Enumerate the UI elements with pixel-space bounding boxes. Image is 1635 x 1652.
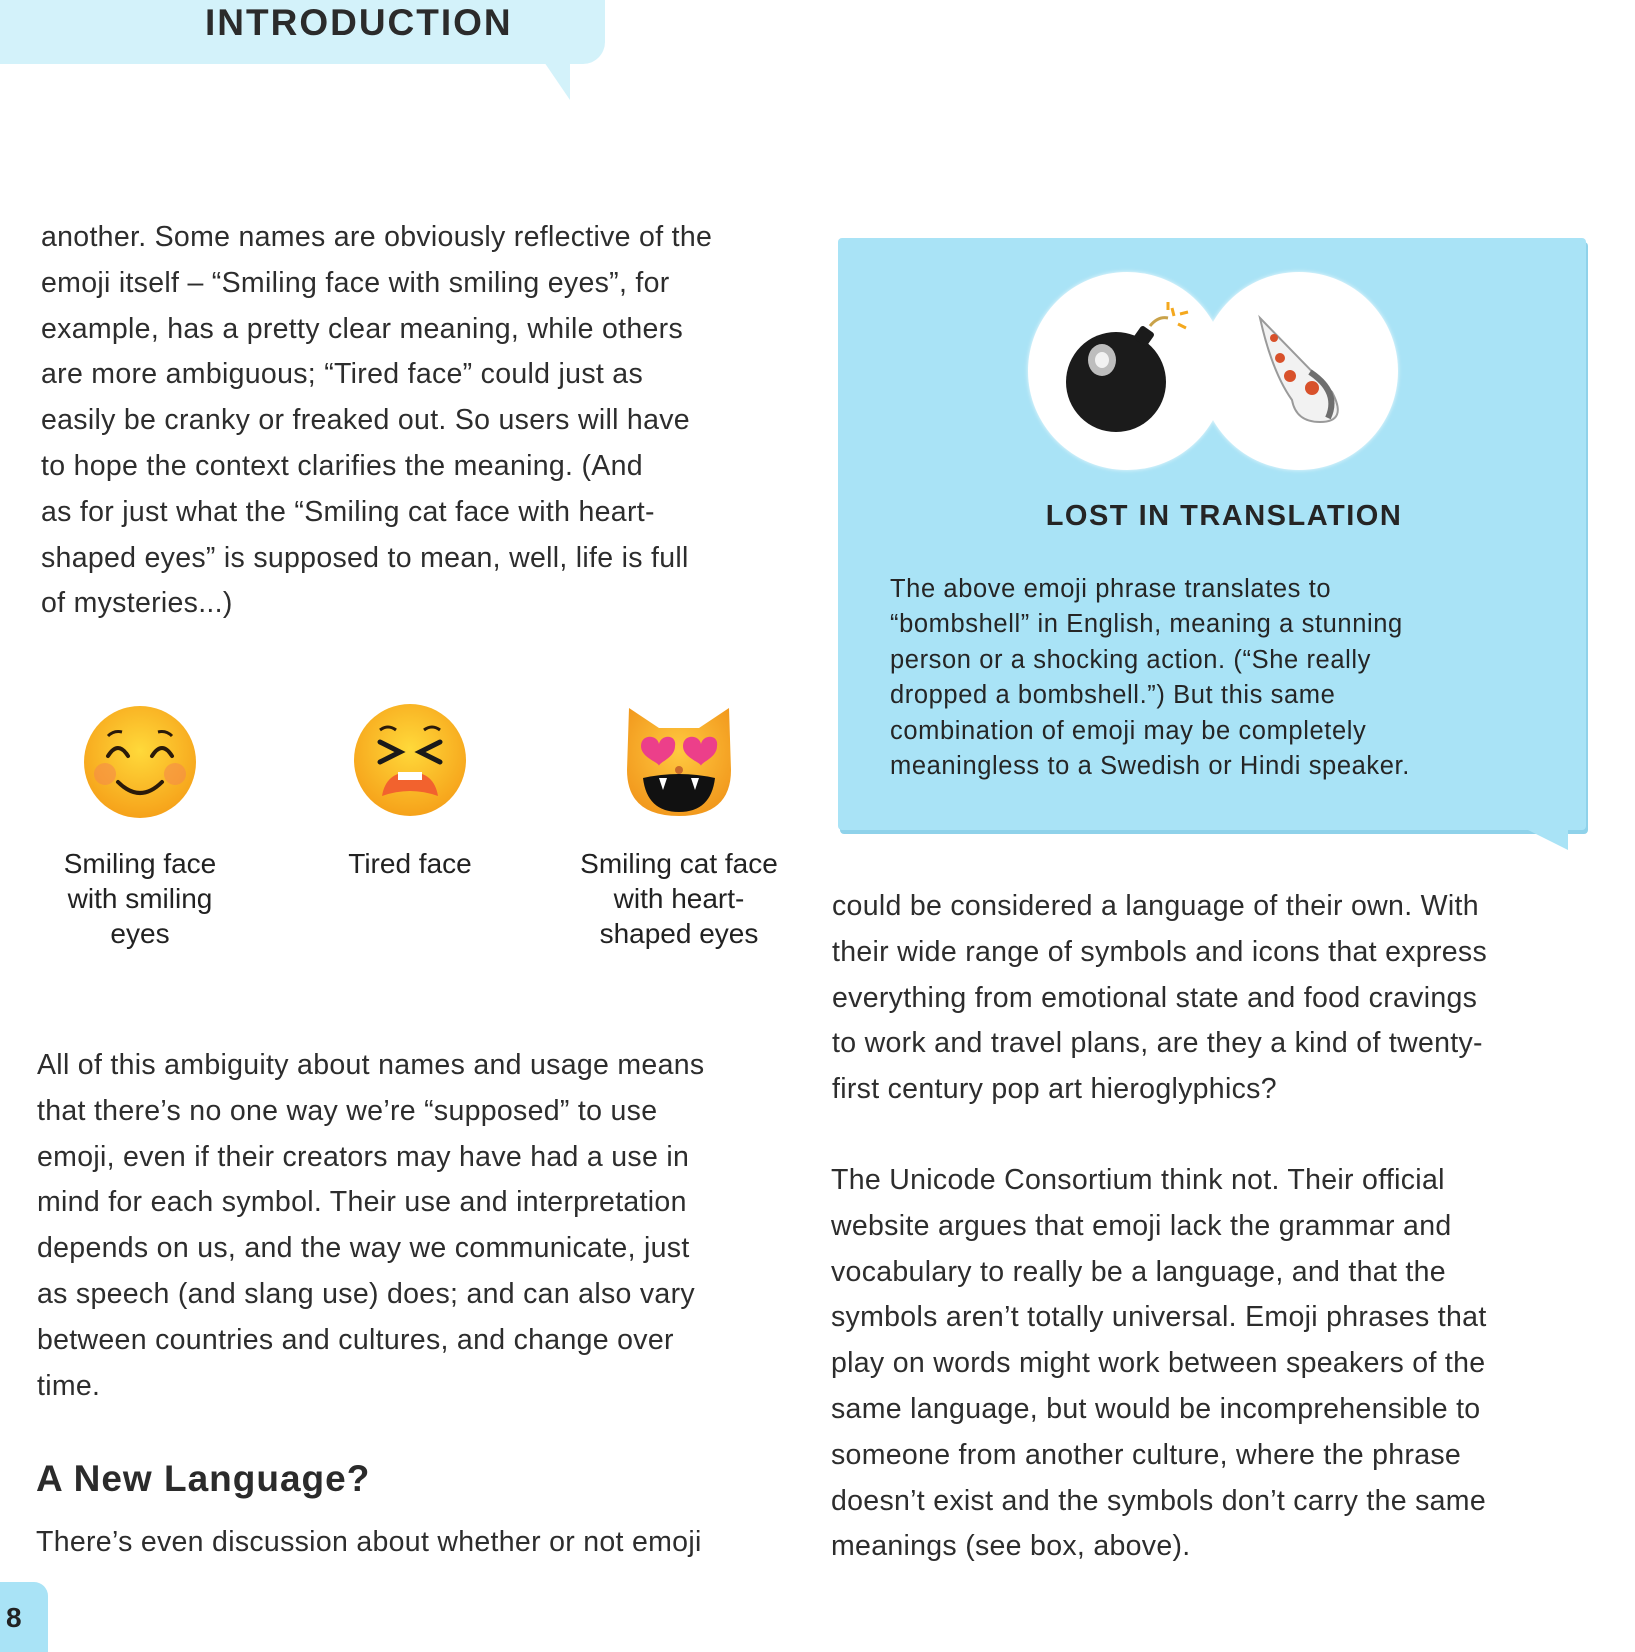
page-number: 8 bbox=[6, 1602, 22, 1633]
bomb-icon-circle bbox=[1028, 272, 1226, 470]
text-line: their wide range of symbols and icons that express bbox=[832, 935, 1487, 968]
text-line: everything from emotional state and food cravings bbox=[832, 981, 1478, 1014]
left-paragraph-3 bbox=[36, 1520, 702, 1566]
emoji-example-cat-face bbox=[574, 700, 784, 951]
text-line: shaped eyes” is supposed to mean, well, life is full bbox=[41, 541, 689, 574]
text-line: between countries and cultures, and change over bbox=[37, 1323, 674, 1356]
text-line: vocabulary to really be a language, and that the bbox=[831, 1255, 1446, 1288]
spiral-shell-icon bbox=[1200, 272, 1398, 470]
callout-text bbox=[890, 572, 1410, 784]
text-line: are more ambiguous; “Tired face” could just as bbox=[41, 358, 644, 391]
text-line: as for just what the “Smiling cat face with heart- bbox=[41, 495, 655, 528]
text-line: another. Some names are obviously reflective of the bbox=[41, 221, 713, 253]
smiling-cat-face-with-heart-eyes-icon bbox=[619, 700, 739, 820]
text-line: depends on us, and the way we communicate, just bbox=[37, 1232, 690, 1265]
text-line: The Unicode Consortium think not. Their official bbox=[831, 1164, 1445, 1196]
caption-line: shaped eyes bbox=[599, 918, 759, 949]
left-paragraph-1 bbox=[41, 215, 712, 627]
text-line: doesn’t exist and the symbols don’t carry the same bbox=[831, 1484, 1486, 1517]
text-line: All of this ambiguity about names and usage means bbox=[37, 1049, 705, 1081]
text-line: play on words might work between speakers of the bbox=[831, 1347, 1486, 1380]
text-line: time. bbox=[37, 1369, 101, 1402]
text-line: dropped a bombshell.”) But this same bbox=[890, 681, 1336, 710]
text-line: that there’s no one way we’re “supposed” to use bbox=[37, 1094, 658, 1127]
right-paragraph-2 bbox=[831, 1158, 1487, 1570]
text-line: “bombshell” in English, meaning a stunning bbox=[890, 610, 1403, 639]
text-line: as speech (and slang use) does; and can also vary bbox=[37, 1277, 695, 1310]
emoji-caption bbox=[574, 846, 784, 951]
callout-tail bbox=[1520, 826, 1568, 850]
caption-line: Smiling cat face bbox=[580, 848, 778, 879]
callout-title: LOST IN TRANSLATION bbox=[1045, 500, 1403, 532]
text-line: meanings (see box, above). bbox=[831, 1530, 1191, 1563]
text-line: mind for each symbol. Their use and interpretation bbox=[37, 1186, 687, 1219]
text-line: could be considered a language of their own. With bbox=[832, 890, 1479, 922]
shell-icon-circle bbox=[1200, 272, 1398, 470]
lost-in-translation-callout bbox=[838, 238, 1586, 830]
section-header-tail bbox=[540, 56, 570, 100]
text-line: first century pop art hieroglyphics? bbox=[832, 1073, 1277, 1106]
text-line: same language, but would be incomprehensible to bbox=[831, 1392, 1481, 1425]
left-paragraph-2 bbox=[37, 1043, 704, 1409]
emoji-examples bbox=[40, 700, 800, 960]
emoji-caption bbox=[40, 846, 240, 951]
text-line: symbols aren’t totally universal. Emoji phrases that bbox=[831, 1301, 1487, 1334]
text-line: to hope the context clarifies the meaning. (And bbox=[41, 449, 643, 482]
text-line: to work and travel plans, are they a kind of twenty- bbox=[832, 1027, 1483, 1060]
right-paragraph-1 bbox=[832, 884, 1487, 1113]
text-line: There’s even discussion about whether or not emoji bbox=[36, 1526, 702, 1558]
emoji-example-tired-face bbox=[310, 700, 510, 881]
section-title: INTRODUCTION bbox=[205, 2, 513, 43]
text-line: emoji itself – “Smiling face with smiling eyes”, for bbox=[41, 266, 670, 299]
caption-line: with heart- bbox=[613, 883, 745, 914]
caption-line: Tired face bbox=[348, 848, 472, 879]
text-line: combination of emoji may be completely bbox=[890, 716, 1367, 745]
text-line: emoji, even if their creators may have had a use in bbox=[37, 1140, 690, 1173]
text-line: someone from another culture, where the phrase bbox=[831, 1438, 1462, 1471]
smiling-face-with-smiling-eyes-icon bbox=[80, 700, 200, 820]
emoji-caption bbox=[310, 846, 510, 881]
text-line: person or a shocking action. (“She really bbox=[890, 645, 1371, 674]
text-line: of mysteries...) bbox=[41, 587, 233, 620]
text-line: The above emoji phrase translates to bbox=[890, 575, 1332, 603]
emoji-example-smiling-face bbox=[40, 700, 240, 951]
caption-line: eyes bbox=[110, 918, 170, 949]
caption-line: Smiling face bbox=[63, 848, 217, 879]
subheading-new-language: A New Language? bbox=[36, 1458, 371, 1499]
tired-face-icon bbox=[350, 700, 470, 820]
text-line: website argues that emoji lack the grammar and bbox=[831, 1209, 1452, 1242]
text-line: easily be cranky or freaked out. So users will have bbox=[41, 404, 690, 437]
text-line: example, has a pretty clear meaning, while others bbox=[41, 312, 684, 345]
bomb-icon bbox=[1028, 272, 1226, 470]
caption-line: with smiling bbox=[67, 883, 213, 914]
text-line: meaningless to a Swedish or Hindi speaker. bbox=[890, 752, 1410, 781]
